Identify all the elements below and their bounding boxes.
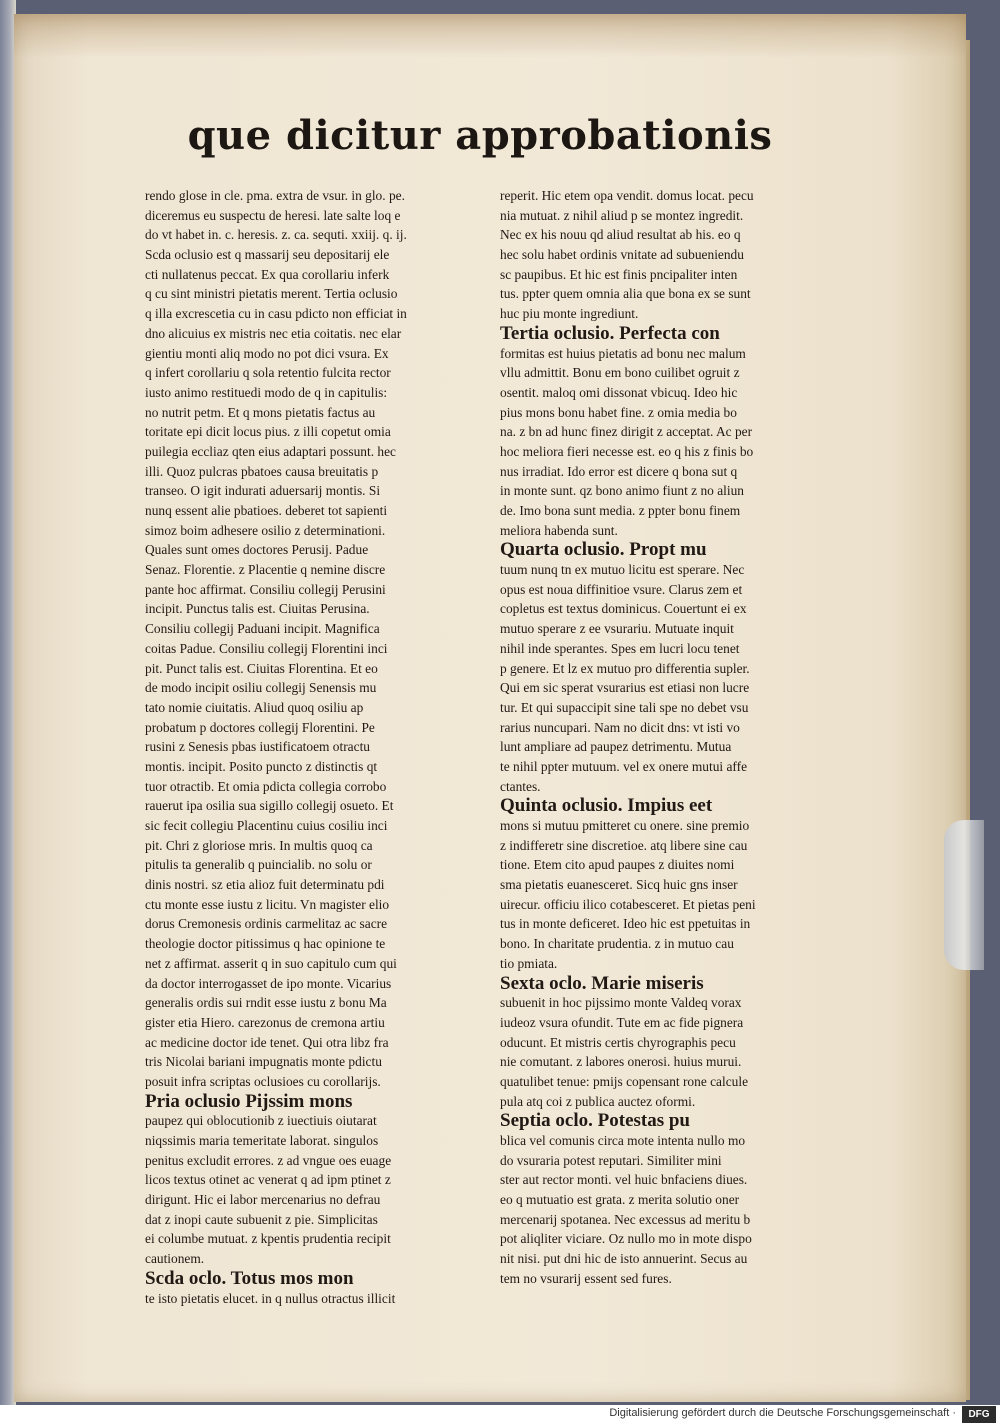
text-line: dirigunt. Hic ei labor mercenarius no defrau [145,1192,381,1208]
text-line: generalis ordis sui rndit esse iustu z bonu Ma [145,995,387,1011]
text-line: tione. Etem cito apud paupes z diuites nomi [500,857,735,873]
text-line: pante hoc affirmat. Consiliu collegij Perusini [145,581,386,597]
text-line: tio pmiata. [500,955,558,971]
text-line: rendo glose in cle. pma. extra de vsur. in glo. pe. [145,188,405,203]
text-line: posuit infra scriptas oclusioes cu corollarijs. [145,1073,381,1089]
text-column-left [145,186,463,1308]
text-line: Qui em sic sperat vsurarius est etiasi non lucre [500,680,750,696]
text-line: te nihil ppter mutuum. vel ex onere mutui affe [500,758,748,774]
text-line: uirecur. officiu ilico cotabesceret. Et pietas peni [500,896,756,912]
text-line: Pria oclusio Pijssim mons [145,1091,353,1112]
text-line: rarius nuncupari. Nam no dicit dns: vt isti vo [500,719,740,735]
text-line: opus est noua diffinitioe vsure. Clarus zem et [500,581,743,597]
text-line: dinis nostri. sz etia alioz fuit determinatu pdi [145,877,385,893]
text-line: q cu sint ministri pietatis merent. Tertia oclusio [145,286,398,302]
text-line: quatulibet tenue: pmijs copensant rone calcule [500,1073,749,1089]
text-line: sc paupibus. Et hic est finis pncipaliter inten [500,266,738,282]
text-line: tuum nunq tn ex mutuo licitu est sperare. Nec [500,562,745,578]
text-line: nit nisi. put dni hic de isto annuerint. Secus au [500,1251,748,1267]
text-line: illi. Quoz pulcras pbatoes causa breuitatis p [145,463,379,479]
text-line: mercenarij spotanea. Nec excessus ad meritu b [500,1211,751,1227]
text-line: penitus excludit errores. z ad vngue oes euage [145,1152,392,1168]
text-line: subuenit in hoc pijssimo monte Valdeq vorax [500,995,742,1011]
text-line: in monte sunt. qz bono animo fiunt z no aliun [500,483,744,499]
text-line: tem no vsurarij essent sed fures. [500,1270,672,1286]
text-line: dat z inopi caute subuenit z pie. Simplicitas [145,1211,378,1227]
text-line: tur. Et qui supaccipit sine tali spe no debet vsu [500,699,749,715]
text-line: pot aliqliter viciare. Oz nullo mo in mote dispo [500,1231,752,1247]
text-line: ei columbe mutuat. z kpentis prudentia recipit [145,1231,391,1247]
text-line: nunq essent alie pbatioes. deberet tot sapienti [145,503,388,518]
text-line: transeo. O igit indurati aduersarij montis. Si [145,483,381,499]
text-line: z indifferetr sine discretioe. atq libere sine cau [500,837,748,853]
text-line: rusini z Senesis pbas iustificatoem otractu [145,739,370,755]
text-line: tris Nicolai bariani impugnatis monte pdictu [145,1054,382,1070]
text-line: osentit. maloq omi dissonat vbicuq. Ideo hic [500,384,738,400]
text-line: licos textus otinet ac venerat q ad ipm ptinet z [145,1172,391,1188]
text-line: p genere. Et lz ex mutuo pro differentia supler. [500,660,750,676]
text-line: formitas est huius pietatis ad bonu nec malum [500,345,746,361]
text-line: tus in monte deficeret. Ideo hic est ppetuitas in [500,916,751,932]
text-line: Senaz. Florentie. z Placentie q nemine discre [145,562,386,578]
text-line: nia mutuat. z nihil aliud p se montez ingredit. [500,207,744,223]
text-line: diceremus eu suspectu de heresi. late salte loq e [145,207,401,223]
text-line: Consiliu collegij Paduani incipit. Magnifica [145,621,380,637]
text-line: do vt habet in. c. heresis. z. ca. sequti. xxiij. q. ij. [145,227,407,243]
text-line: Nec ex his nouu qd aliud resultat ab his. eo q [500,227,741,243]
text-line: gientiu monti aliq modo no pot dici vsura. Ex [145,345,389,361]
text-line: theologie doctor pitissimus q hac opinione te [145,936,386,952]
text-line: niqssimis maria temeritate laborat. singulos [145,1133,379,1148]
text-line: nus irradiat. Ido error est dicere q bona sut q [500,463,738,479]
text-line: Quinta oclusio. Impius eet [500,796,713,816]
text-line: Scda oclo. Totus mos mon [145,1268,354,1289]
text-line: gister etia Hiero. carezonus de cremona artiu [145,1014,385,1030]
text-line: ctu monte esse iustu z licitu. Vn magister elio [145,896,390,912]
text-line: simoz boim adhesere osilio z determinationi. [145,522,386,538]
text-line: da doctor interrogasset de ipo monte. Vicarius [145,975,392,991]
text-line: probatum p doctores collegij Florentini. Pe [145,719,375,735]
text-line: copletus est textus dominicus. Couertunt ei ex [500,601,747,617]
text-line: Sexta oclo. Marie miseris [500,973,704,994]
text-line: puilegia eccliaz qten eius adaptari possunt. hec [145,443,396,459]
text-line: na. z bn ad hunc finez dirigit z acceptat. Ac per [500,424,753,440]
dfg-logo: DFG [962,1406,996,1423]
text-line: lunt ampliare ad paupez detrimentu. Mutua [500,739,732,755]
text-line: pula atq coi z publica auctez oformi. [500,1093,696,1109]
text-line: huc piu monte ingrediunt. [500,306,639,322]
page-foxing [14,14,966,58]
text-line: hec solu habet ordinis vnitate ad subueniendu [500,247,744,263]
text-line: pitulis ta generalib q puincialib. no solu or [145,857,372,873]
text-line: pit. Punct talis est. Ciuitas Florentina. Et eo [145,660,378,676]
text-line: bono. In charitate prudentia. z in mutuo cau [500,936,734,952]
text-line: cti nullatenus peccat. Ex qua corollariu inferk [145,266,390,282]
text-line: cautionem. [145,1251,205,1267]
text-line: de modo incipit osiliu collegij Senensis mu [145,680,377,696]
text-line: Scda oclusio est q massarij seu depositarij ele [145,247,390,263]
text-line: reperit. Hic etem opa vendit. domus locat. pecu [500,188,754,203]
text-line: incipit. Punctus talis est. Ciuitas Perusina. [145,601,370,617]
text-line: pit. Chri z gloriose mris. In multis quoq ca [145,837,373,853]
text-line: ctantes. [500,778,541,794]
text-line: Septia oclo. Potestas pu [500,1111,690,1131]
text-line: oducunt. Et mistris certis chyrographis pecu [500,1034,736,1050]
text-line: sma pietatis euanesceret. Sicq huic gns inser [500,877,738,893]
text-line: iudeoz vsura ofundit. Tute em ac fide pignera [500,1014,744,1030]
text-line: ac medicine doctor ide tenet. Qui otra libz fra [145,1034,389,1050]
text-line: tato nomie ciuitatis. Aliud quoq osiliu ap [145,699,364,715]
text-line: dno alicuius ex mistris nec etia coitatis. nec elar [145,325,402,341]
text-line: net z affirmat. asserit q in suo capitulo cum qui [145,955,397,971]
text-line: mons si mutuu pmitteret cu onere. sine premio [500,818,750,833]
text-line: rauerut ipa osilia sua sigillo collegij osueto. Et [145,798,394,814]
funding-notice: Digitalisierung gefördert durch die Deutsche Forschungsgemeinschaft · [609,1407,956,1419]
text-line: pius mons bonu habet fine. z omia media bo [500,404,737,420]
text-line: blica vel comunis circa mote intenta nullo mo [500,1133,746,1148]
text-line: iusto animo restituedi modo de q in capitulis: [145,384,388,400]
text-column-right [500,186,800,1289]
text-line: coitas Padue. Consiliu collegij Florentini inci [145,640,388,656]
text-line: tus. ppter quem omnia alia que bona ex se sunt [500,286,751,302]
text-line: nihil inde sperantes. Spes em lucri locu tenet [500,640,740,656]
text-line: do vsuraria potest reputari. Similiter mini [500,1152,722,1168]
text-line: tuor otractib. Et omia pdicta collegia corrobo [145,778,387,794]
text-line: dorus Cremonesis ordinis carmelitaz ac sacre [145,916,388,932]
text-line: sic fecit collegiu Placentinu cuius cosiliu inci [145,818,388,833]
text-line: paupez qui oblocutionib z iuectiuis oiutarat [145,1113,377,1129]
text-line: mutuo sperare z ee vsurariu. Mutuate inquit [500,621,734,637]
text-line: Quarta oclusio. Propt mu [500,540,707,561]
page-clip [944,820,984,970]
text-line: eo q mutuatio est grata. z merita solutio oner [500,1192,740,1208]
text-line: hoc meliora fieri necesse est. eo q his z finis bo [500,443,754,459]
text-line: te isto pietatis elucet. in q nullus otractus illicit [145,1290,396,1306]
text-line: q infert corollariu q sola retentio fulcita rector [145,365,391,381]
text-line: toritate epi dicit locus pius. z illi copetut omia [145,424,391,440]
text-line: ster aut rector monti. vel huic bnfaciens diues. [500,1172,748,1188]
text-line: de. Imo bona sunt media. z ppter bonu finem [500,503,741,518]
running-header: que dicitur approbationis [187,112,773,159]
text-line: Tertia oclusio. Perfecta con [500,323,720,344]
text-line: q illa excrescetia cu in casu pdicto non efficiat in [145,306,407,322]
text-line: montis. incipit. Posito puncto z distinctis qt [145,758,378,774]
text-line: meliora habenda sunt. [500,522,618,538]
text-line: no nutrit petm. Et q mons pietatis factus au [145,404,376,420]
text-line: vllu admittit. Bonu em bono cuilibet ogruit z [500,365,740,381]
text-line: Quales sunt omes doctores Perusij. Padue [145,542,369,558]
text-line: nie comutant. z labores onerosi. huius murui. [500,1054,742,1070]
